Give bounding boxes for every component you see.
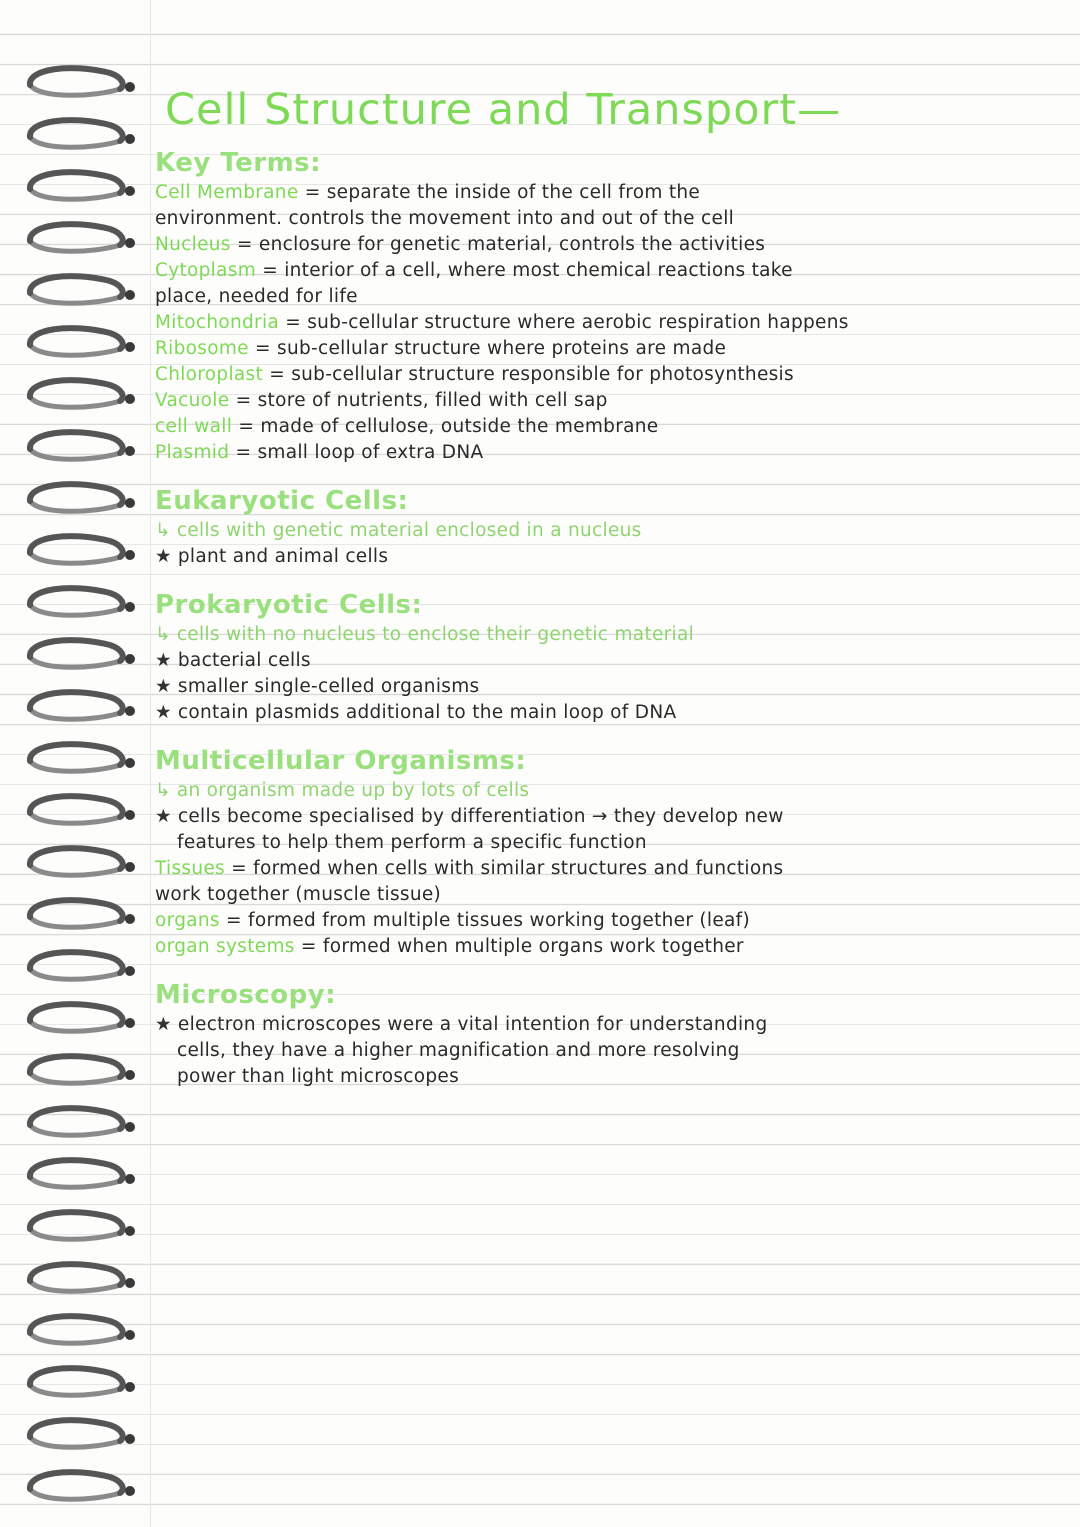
prokaryotic-heading: Prokaryotic Cells: xyxy=(155,590,423,620)
bullet-item xyxy=(155,648,1050,674)
equals: = xyxy=(294,936,323,957)
bullet-continuation: features to help them perform a specific function xyxy=(177,832,647,853)
spiral-ring xyxy=(30,744,135,771)
arrow-icon: ↳ xyxy=(155,624,171,645)
spiral-ring xyxy=(30,1212,135,1239)
term: Nucleus xyxy=(155,234,231,255)
key-term-line xyxy=(155,180,1050,206)
equals: = xyxy=(256,260,285,281)
key-term-line xyxy=(155,440,1050,466)
star-icon: ★ xyxy=(155,546,172,567)
term: organ systems xyxy=(155,936,295,957)
bullet-continuation: power than light microscopes xyxy=(177,1066,460,1087)
spiral-binding xyxy=(0,55,150,1515)
star-icon: ★ xyxy=(155,702,172,723)
prokaryotic-definition xyxy=(155,622,1050,648)
equals: = xyxy=(298,182,327,203)
spiral-ring xyxy=(30,692,135,719)
spiral-ring xyxy=(30,120,135,147)
spacer xyxy=(155,570,1050,584)
spiral-ring xyxy=(30,796,135,823)
bullet-item xyxy=(155,1012,1050,1038)
spiral-ring xyxy=(30,1368,135,1395)
bullet-item xyxy=(155,700,1050,726)
arrow-icon: ↳ xyxy=(155,520,171,541)
equals: = xyxy=(219,910,249,931)
definition: separate the inside of the cell from the xyxy=(326,182,701,203)
key-term-line xyxy=(155,336,1050,362)
equals: = xyxy=(229,390,258,411)
definition: formed when multiple organs work together xyxy=(322,936,744,957)
spiral-ring xyxy=(30,900,135,927)
spiral-ring xyxy=(30,536,135,563)
bullet-text: cells become specialised by differentiation xyxy=(177,806,586,827)
microscopy-heading: Microscopy: xyxy=(155,980,337,1010)
key-term-continuation: work together (muscle tissue) xyxy=(155,884,442,905)
bullet-text: electron microscopes were a vital intention for understanding xyxy=(177,1014,768,1035)
star-icon: ★ xyxy=(155,806,172,827)
spacer xyxy=(155,466,1050,480)
equals: = xyxy=(225,858,254,879)
eukaryotic-heading: Eukaryotic Cells: xyxy=(155,486,409,516)
spacer xyxy=(155,960,1050,974)
spiral-ring xyxy=(30,640,135,667)
definition-text: cells with genetic material enclosed in a nucleus xyxy=(176,520,642,541)
key-term-line xyxy=(155,414,1050,440)
term: Chloroplast xyxy=(155,364,264,385)
spiral-ring xyxy=(30,1056,135,1083)
spiral-ring xyxy=(30,432,135,459)
term: Vacuole xyxy=(155,390,230,411)
notes-content xyxy=(155,78,1050,1090)
equals: = xyxy=(230,234,259,255)
definition-text: an organism made up by lots of cells xyxy=(176,780,530,801)
margin-line xyxy=(150,0,151,1527)
bullet-text: contain plasmids additional to the main loop of DNA xyxy=(177,702,677,723)
key-term-continuation: place, needed for life xyxy=(155,286,358,307)
spiral-ring xyxy=(30,68,135,95)
term: Plasmid xyxy=(155,442,230,463)
bullet-text: bacterial cells xyxy=(177,650,311,671)
eukaryotic-definition xyxy=(155,518,1050,544)
term: cell wall xyxy=(155,416,233,437)
bullet-text: plant and animal cells xyxy=(177,546,389,567)
definition: store of nutrients, filled with cell sap xyxy=(257,390,608,411)
right-arrow-icon: → xyxy=(591,806,608,827)
key-term-line xyxy=(155,934,1050,960)
spiral-ring xyxy=(30,1004,135,1031)
term: organs xyxy=(155,910,220,931)
definition: formed when cells with similar structures and functions xyxy=(253,858,784,879)
bullet-item xyxy=(155,544,1050,570)
bullet-text: smaller single-celled organisms xyxy=(177,676,480,697)
bullet-continuation: cells, they have a higher magnification and more resolving xyxy=(177,1040,740,1061)
definition: small loop of extra DNA xyxy=(257,442,484,463)
star-icon: ★ xyxy=(155,1014,172,1035)
definition: interior of a cell, where most chemical reactions take xyxy=(284,260,793,281)
page-title: Cell Structure and Transport— xyxy=(165,85,842,135)
bullet-item xyxy=(155,804,1050,830)
spiral-ring xyxy=(30,952,135,979)
key-term-line xyxy=(155,362,1050,388)
term: Cytoplasm xyxy=(155,260,257,281)
definition: sub-cellular structure where proteins are made xyxy=(277,338,727,359)
arrow-icon: ↳ xyxy=(155,780,171,801)
term: Cell Membrane xyxy=(155,182,299,203)
key-term-line xyxy=(155,258,1050,284)
spiral-ring xyxy=(30,172,135,199)
key-terms-heading: Key Terms: xyxy=(155,148,322,178)
multicellular-heading: Multicellular Organisms: xyxy=(155,746,527,776)
definition: sub-cellular structure where aerobic respiration happens xyxy=(307,312,849,333)
star-icon: ★ xyxy=(155,650,172,671)
bullet-item xyxy=(155,674,1050,700)
spiral-ring xyxy=(30,224,135,251)
spiral-ring xyxy=(30,1420,135,1447)
term: Ribosome xyxy=(155,338,249,359)
key-term-line xyxy=(155,388,1050,414)
spiral-ring xyxy=(30,276,135,303)
definition: made of cellulose, outside the membrane xyxy=(260,416,659,437)
term: Tissues xyxy=(155,858,225,879)
equals: = xyxy=(263,364,292,385)
key-term-line xyxy=(155,310,1050,336)
definition-text: cells with no nucleus to enclose their genetic material xyxy=(176,624,695,645)
spiral-ring xyxy=(30,380,135,407)
key-term-line xyxy=(155,856,1050,882)
bullet-text: they develop new xyxy=(613,806,784,827)
spiral-ring xyxy=(30,848,135,875)
definition: enclosure for genetic material, controls the activities xyxy=(258,234,766,255)
spiral-ring xyxy=(30,484,135,511)
spiral-ring xyxy=(30,1160,135,1187)
key-term-line xyxy=(155,232,1050,258)
spiral-ring xyxy=(30,1316,135,1343)
spiral-ring xyxy=(30,1108,135,1135)
key-term-continuation: environment. controls the movement into and out of the cell xyxy=(155,208,735,229)
equals: = xyxy=(232,416,261,437)
equals: = xyxy=(279,312,308,333)
star-icon: ★ xyxy=(155,676,172,697)
spiral-ring xyxy=(30,1472,135,1499)
spiral-ring xyxy=(30,588,135,615)
key-term-line xyxy=(155,908,1050,934)
spiral-ring xyxy=(30,1264,135,1291)
multicellular-definition xyxy=(155,778,1050,804)
definition: sub-cellular structure responsible for photosynthesis xyxy=(291,364,794,385)
spiral-ring xyxy=(30,328,135,355)
equals: = xyxy=(248,338,277,359)
equals: = xyxy=(229,442,258,463)
definition: formed from multiple tissues working together (leaf) xyxy=(248,910,751,931)
spacer xyxy=(155,726,1050,740)
term: Mitochondria xyxy=(155,312,280,333)
